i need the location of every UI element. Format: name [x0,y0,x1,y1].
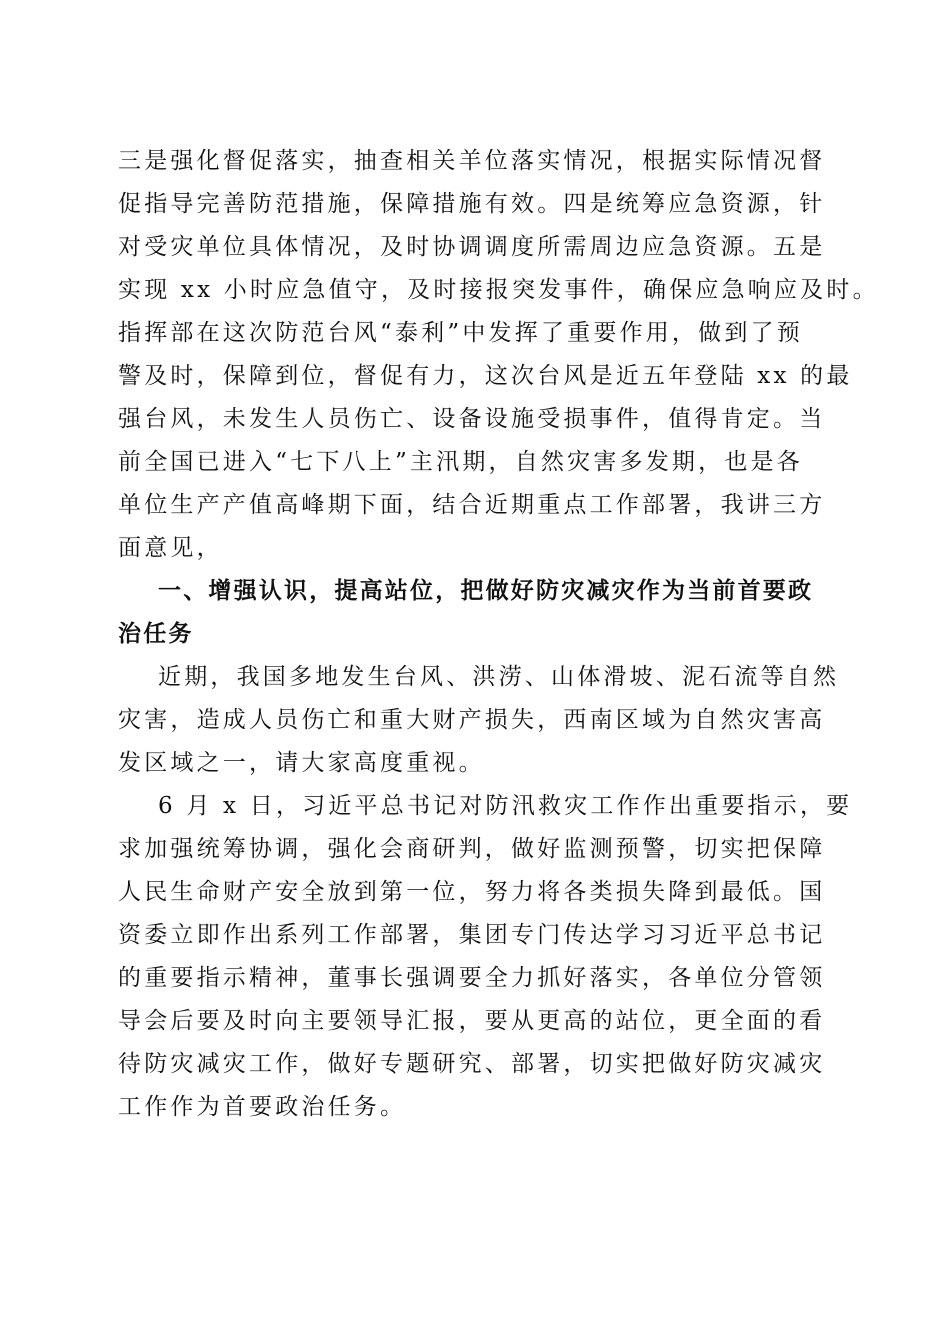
paragraph-intro [118,140,879,570]
text-line: 发区域之一，请大家高度重视。 [118,750,485,776]
heading-line: 治任务 [118,621,194,647]
text-line: 的重要指示精神，董事长强调要全力抓好落实，各单位分管领 [118,965,826,991]
text-line: 导会后要及时向主要领导汇报，要从更高的站位，更全面的看 [118,1008,826,1034]
text-line: 近期，我国多地发生台风、洪涝、山体滑坡、泥石流等自然 [158,664,840,690]
text-line: 资委立即作出系列工作部署，集团专门传达学习习近平总书记 [118,922,826,948]
paragraph-instruction [118,785,853,1129]
text-line: 人民生命财产安全放到第一位，努力将各类损失降到最低。国 [118,879,826,905]
text-line: 对受灾单位具体情况，及时协调调度所需周边应急资源。五是 [118,234,826,260]
text-line: 6 月 x 日，习近平总书记对防汛救灾工作作出重要指示，要 [158,793,853,819]
text-line: 指挥部在这次防范台风“泰利”中发挥了重要作用，做到了预 [118,320,803,346]
text-line: 工作作为首要政治任务。 [118,1094,407,1120]
text-line: 警及时，保障到位，督促有力，这次台风是近五年登陆 xx 的最 [118,363,853,389]
text-line: 求加强统筹协调，强化会商研判，做好监测预警，切实把保障 [118,836,826,862]
text-line: 待防灾减灾工作，做好专题研究、部署，切实把做好防灾减灾 [118,1051,826,1077]
heading-line: 一、增强认识，提高站位，把做好防灾减灾作为当前首要政 [158,578,814,604]
text-line: 面意见， [118,535,223,561]
text-line: 灾害，造成人员伤亡和重大财产损失，西南区域为自然灾害高 [118,707,826,733]
text-line: 促指导完善防范措施，保障措施有效。四是统筹应急资源，针 [118,191,826,217]
text-line: 单位生产产值高峰期下面，结合近期重点工作部署，我讲三方 [118,492,826,518]
text-line: 实现 xx 小时应急值守，及时接报突发事件，确保应急响应及时。 [118,277,879,303]
text-line: 强台风，未发生人员伤亡、设备设施受损事件，值得肯定。当 [118,406,826,432]
document-body [118,140,879,1129]
section-heading [118,570,830,656]
text-line: 三是强化督促落实，抽查相关羊位落实情况，根据实际情况督 [118,148,826,174]
paragraph-recent [118,656,840,785]
text-line: 前全国已进入“七下八上”主汛期，自然灾害多发期，也是各 [118,449,803,475]
